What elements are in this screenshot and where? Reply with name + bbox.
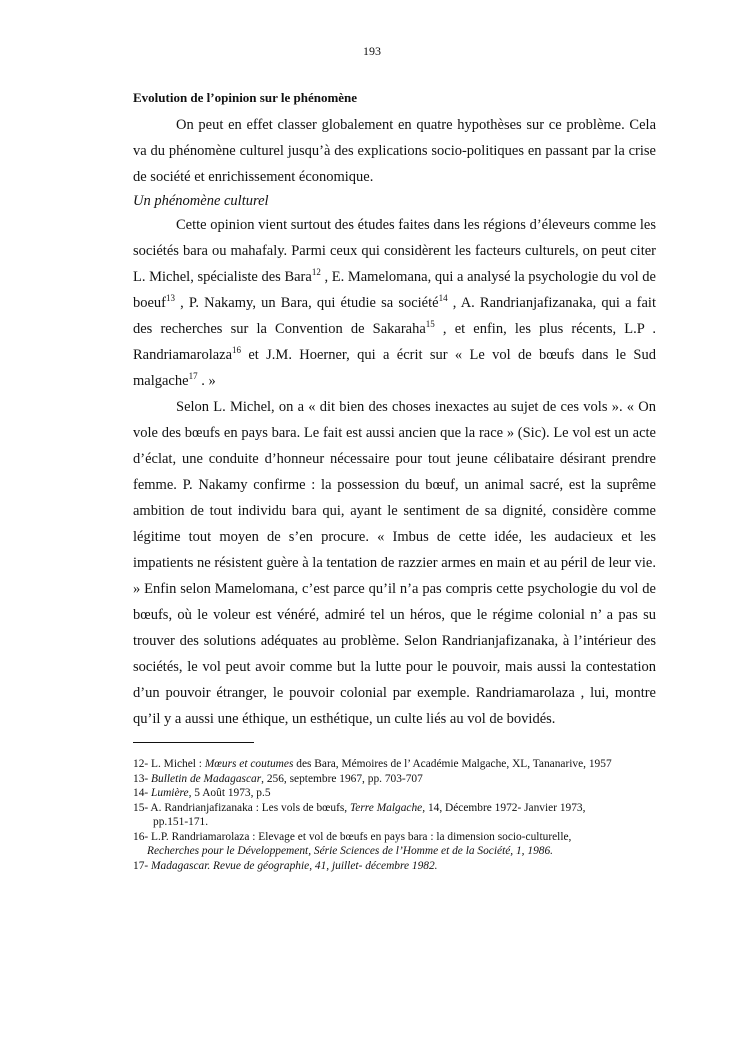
footnote-text: 14-	[133, 787, 152, 799]
footnote-text: 17-	[133, 859, 152, 872]
footnote-text: des Bara, Mémoires de l’ Académie Malgache, XL, Tananarive, 1957	[293, 758, 612, 770]
subsection-heading: Un phénomène culturel	[133, 193, 269, 209]
footnote-15	[133, 801, 656, 816]
intro-paragraph: On peut en effet classer globalement en quatre hypothèses sur ce problème. Cela va du phénomène culturel jusqu’à des explications socio-politiques en passant par la crise de société et enrichissement économique.	[133, 117, 656, 185]
footnote-17	[133, 859, 656, 874]
footnote-13	[133, 772, 656, 787]
footnote-separator	[133, 742, 254, 743]
footnote-title: Bulletin de Madagascar	[151, 772, 262, 785]
text-run: , E. Mamelomana, qui a analysé la psychologie du vol de boeuf	[133, 269, 656, 311]
footnote-text: 14, Décembre 1972- Janvier 1973,	[425, 801, 586, 814]
footnote-ref-13[interactable]: 13	[166, 293, 176, 304]
footnote-text: 5 Août 1973, p.5	[191, 787, 271, 799]
footnote-text: , 256, septembre 1967, pp. 703-707	[261, 772, 423, 785]
footnote-title: Terre Malgache,	[350, 801, 426, 814]
footnote-ref-16[interactable]: 16	[232, 345, 242, 356]
footnote-ref-17[interactable]: 17	[188, 371, 198, 382]
text-run: . »	[197, 373, 216, 389]
text-run: Cette opinion vient surtout des études faites dans les régions d’éleveurs comme les sociétés bara ou mahafaly. Parmi ceux qui considèrent les facteurs culturels, on peut citer L. Michel, spécialiste des Bara	[133, 217, 656, 285]
footnote-text: 13-	[133, 772, 152, 785]
footnote-ref-15[interactable]: 15	[425, 319, 435, 330]
text-run: et J.M. Hoerner, qui a écrit sur « Le vol de bœufs dans le Sud malgache	[133, 347, 656, 389]
michel-paragraph: Selon L. Michel, on a « dit bien des choses inexactes au sujet de ces vols ». « On vole des bœufs en pays bara. Le fait est aussi ancien que la race » (Sic). Le vol est un acte d’éclat, une conduite d’honneur nécessaire pour tout jeune célibataire désirant prendre femme. P. Nakamy confirme : la possession du bœuf, un animal sacré, est la suprême ambition de tout individu bara qui, ayant le sentiment de sa dignité, considère comme légitime tout moyen de s’en procure. « Imbus de cette idée, les audacieux et les impatients ne résistent guère à la tentation de razzier armes en main et au péril de leur vie. » Enfin selon Mamelomana, c’est parce qu’il n’a pas compris cette psychologie du vol de bœufs, où le voleur est vénéré, admiré tel un héros, que le régime colonial n’ a pas su trouver des solutions adéquates au problème. Selon Randrianjafizanaka, à l’intérieur des sociétés, le vol peut avoir comme but la lutte pour le pouvoir, mais aussi la contestation d’un pouvoir étranger, le pouvoir colonial par exemple. Randriamarolaza , lui, montre qu’il y a aussi une éthique, un esthétique, un culte liés au vol de bovidés.	[133, 399, 656, 727]
cultural-paragraph	[133, 212, 656, 394]
footnote-title: Lumière,	[151, 787, 192, 799]
footnote-12	[133, 757, 656, 772]
footnote-text: 12- L. Michel :	[133, 758, 205, 770]
footnote-14	[133, 786, 656, 801]
text-run: , et enfin, les plus récents, L.P . Randriamarolaza	[133, 321, 656, 363]
section-heading: Evolution de l’opinion sur le phénomène	[133, 90, 358, 105]
page-content	[133, 88, 656, 873]
text-run: , A. Randrianjafizanaka, qui a fait des recherches sur la Convention de Sakaraha	[133, 295, 656, 337]
footnote-15-pages: pp.151-171.	[153, 816, 209, 828]
footnote-title: Recherches pour le Développement, Série Sciences de l’Homme et de la Société, 1, 1986.	[147, 845, 554, 857]
footnote-16: 16- L.P. Randriamarolaza : Elevage et vol de bœufs en pays bara : la dimension socio-culturelle,	[133, 830, 572, 843]
text-run: , P. Nakamy, un Bara, qui étudie sa société	[175, 295, 439, 311]
footnote-16-title	[133, 844, 656, 859]
footnote-ref-14[interactable]: 14	[438, 293, 448, 304]
footnote-ref-12[interactable]: 12	[311, 267, 321, 278]
footnote-text: 15- A. Randrianjafizanaka : Les vols de bœufs,	[133, 801, 350, 814]
page-number: 193	[363, 44, 381, 58]
footnote-title: Mœurs et coutumes	[204, 758, 294, 770]
footnote-title: Madagascar. Revue de géographie, 41, juillet- décembre 1982.	[151, 859, 438, 872]
